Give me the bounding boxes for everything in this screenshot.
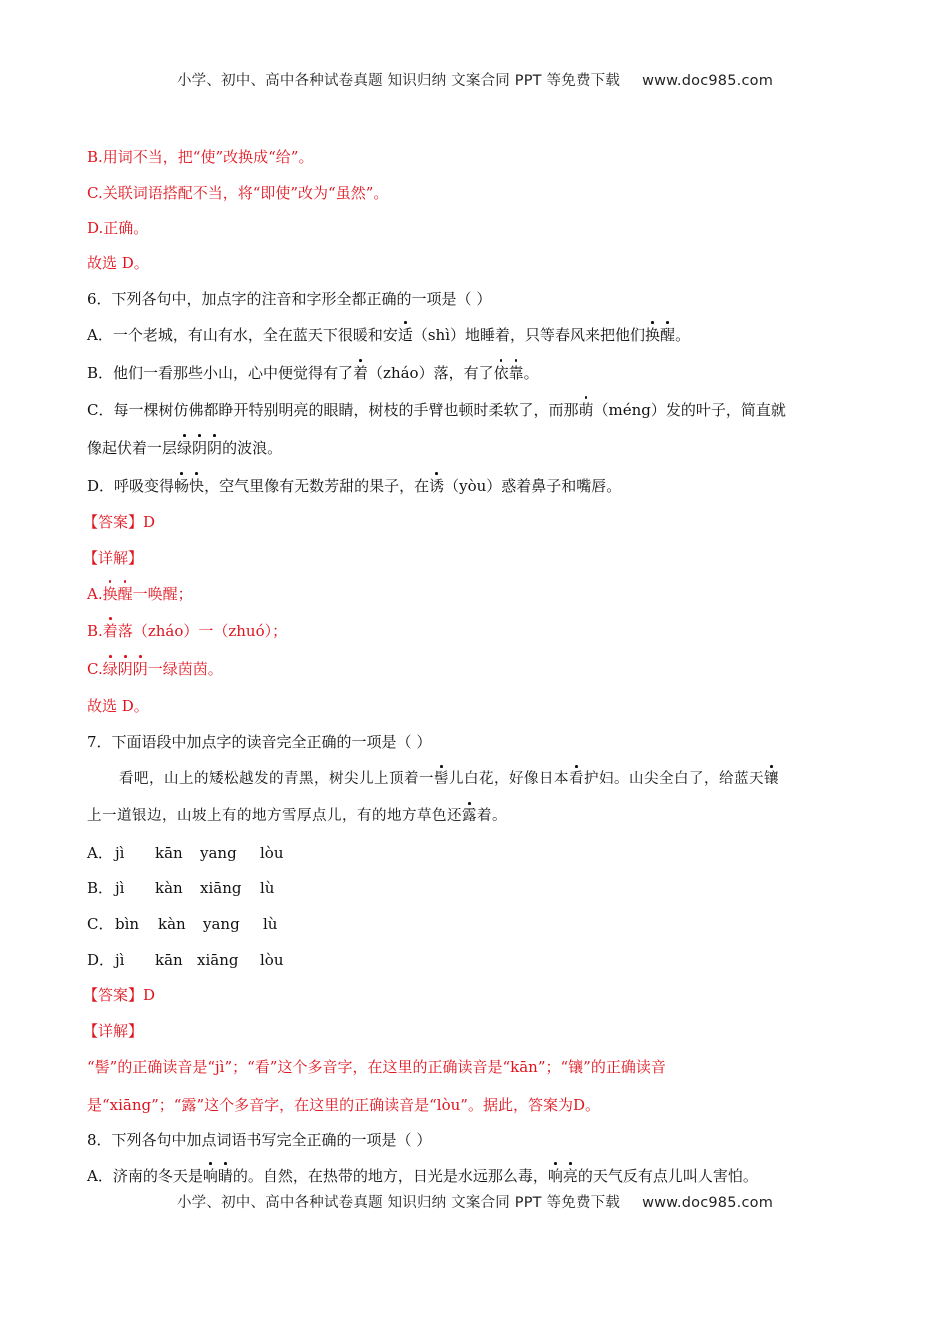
q5-option-c-explanation: C.关联词语搭配不当，将“即使”改为“虽然”。 [87,184,389,202]
text: C．每一棵树仿佛都睁开特别明亮的眼睛，树枝的手臂也顿时柔软了，而那 [87,401,579,419]
q8-stem: 8．下列各句中加点词语书写完全正确的一项是（ ） [87,1131,432,1149]
text: 。 [523,364,539,382]
option-label: C． [87,915,114,933]
text: 的波浪。 [222,439,283,457]
dotted-char: 阴 [207,439,223,457]
dotted-char: 亮 [562,1167,578,1185]
dotted-char: 换 [645,326,661,344]
q7-option-c [87,913,277,935]
dotted-char: 看 [569,768,584,790]
option-label: B． [87,879,114,897]
dotted-char: 适 [397,326,413,344]
text: 看吧，山上的矮松越发的青黑，树尖儿上顶着一 [119,771,434,787]
text: （shì）地睡着，只等春风来把他们 [412,326,646,344]
text: 的天气反有点儿叫人害怕。 [577,1167,758,1185]
dotted-char: 醒 [660,326,676,344]
dotted-char: 响 [547,1167,563,1185]
dotted-char: 快 [189,477,205,495]
text: B．他们一看那些小山，心中便觉得有了 [87,364,354,382]
q6-detail-c [87,658,223,680]
pinyin: jì [115,879,125,897]
q7-detail-line1: “髻”的正确读音是“jì”；“看”这个多音字，在这里的正确读音是“kān”；“镶”的正确读音 [87,1058,666,1076]
dotted-char: 睛 [217,1167,233,1185]
q6-final-choice: 故选 D。 [87,697,149,715]
text: 落（zháo）一（zhuó）； [117,622,288,640]
dotted-char: 镶 [764,768,779,790]
q8-option-a [87,1165,758,1187]
dotted-char: 着 [353,364,369,382]
q7-detail-label: 【详解】 [83,1022,144,1040]
dotted-char: 换 [102,585,118,603]
text: D．呼吸变得 [87,477,175,495]
q6-answer: 【答案】D [83,513,156,531]
text: 一唤醒； [132,585,193,603]
q6-option-c-line1 [87,399,786,421]
text: 。 [675,326,691,344]
text: 的。自然，在热带的地方，日光是水远那么毒， [232,1167,548,1185]
dotted-char: 靠 [508,364,524,382]
option-label: D． [87,951,115,969]
dotted-char: 着 [102,622,118,640]
text: 护妇。山尖全白了，给蓝天 [584,771,764,787]
pinyin: yang [200,844,237,862]
pinyin: lòu [260,844,284,862]
text: A．济南的冬天是 [87,1167,203,1185]
pinyin: yang [203,915,240,933]
text: （méng）发的叶子，简直就 [593,401,786,419]
dotted-char: 阴 [117,660,133,678]
text: （yòu）惑着鼻子和嘴唇。 [444,477,622,495]
text: C. [87,660,103,678]
text: A．一个老城，有山有水，全在蓝天下很暖和安 [87,326,398,344]
q6-option-d [87,475,621,497]
dotted-char: 绿 [102,660,118,678]
text: 上一道银边，山坡上有的地方雪厚点儿，有的地方草色还 [87,808,462,824]
q5-option-b-explanation: B.用词不当，把“使”改换成“给”。 [87,148,314,166]
q7-option-b [87,877,274,899]
q6-detail-a [87,583,193,605]
q6-detail-label: 【详解】 [83,549,144,567]
page-header [0,69,950,90]
pinyin: xiāng [197,951,239,969]
dotted-char: 阴 [132,660,148,678]
footer-text: 小学、初中、高中各种试卷真题 知识归纳 文案合同 PPT 等免费下载 [176,1195,621,1211]
dotted-char: 萌 [578,401,594,419]
pinyin: bìn [115,915,140,933]
dotted-char: 阴 [192,439,208,457]
dotted-char: 绿 [177,439,193,457]
text: 儿白花，好像日本 [449,771,569,787]
text: 着。 [477,808,507,824]
q7-answer: 【答案】D [83,986,156,1004]
header-text: 小学、初中、高中各种试卷真题 知识归纳 文案合同 PPT 等免费下载 [176,73,621,89]
q7-option-d [87,949,284,971]
dotted-char: 诱 [429,477,445,495]
dotted-char: 醒 [117,585,133,603]
pinyin: lù [263,915,278,933]
text: （zháo）落，有了 [368,364,494,382]
text: ，空气里像有无数芳甜的果子，在 [204,477,430,495]
text: B. [87,622,103,640]
text: A. [87,585,103,603]
dotted-char: 依 [493,364,509,382]
q7-detail-line2: 是“xiāng”；“露”这个多音字，在这里的正确读音是“lòu”。据此，答案为D。 [87,1096,600,1114]
q6-option-a [87,324,690,346]
footer-url[interactable]: www.doc985.com [642,1195,774,1211]
text: 一绿茵茵。 [147,660,223,678]
pinyin: kān [155,951,183,969]
pinyin: xiāng [200,879,242,897]
pinyin: jì [115,844,125,862]
q7-option-a [87,842,284,864]
pinyin: kàn [158,915,186,933]
dotted-char: 露 [462,805,477,827]
option-label: A． [87,844,113,862]
q5-final-choice: 故选 D。 [87,254,149,272]
q6-option-b [87,362,539,384]
q6-stem: 6．下列各句中，加点字的注音和字形全都正确的一项是（ ） [87,290,492,308]
q7-passage-line1 [119,768,779,790]
pinyin: kàn [155,879,183,897]
dotted-char: 畅 [174,477,190,495]
pinyin: lòu [260,951,284,969]
pinyin: jì [115,951,125,969]
dotted-char: 髻 [434,768,449,790]
pinyin: lù [260,879,275,897]
q6-detail-b [87,620,287,642]
q7-passage-line2 [87,805,507,827]
q7-stem: 7．下面语段中加点字的读音完全正确的一项是（ ） [87,733,432,751]
q5-option-d-explanation: D.正确。 [87,219,149,237]
text: 像起伏着一层 [87,439,178,457]
header-url[interactable]: www.doc985.com [642,73,774,89]
pinyin: kān [155,844,183,862]
q6-option-c-line2 [87,437,282,459]
dotted-char: 响 [202,1167,218,1185]
page-footer [0,1191,950,1212]
